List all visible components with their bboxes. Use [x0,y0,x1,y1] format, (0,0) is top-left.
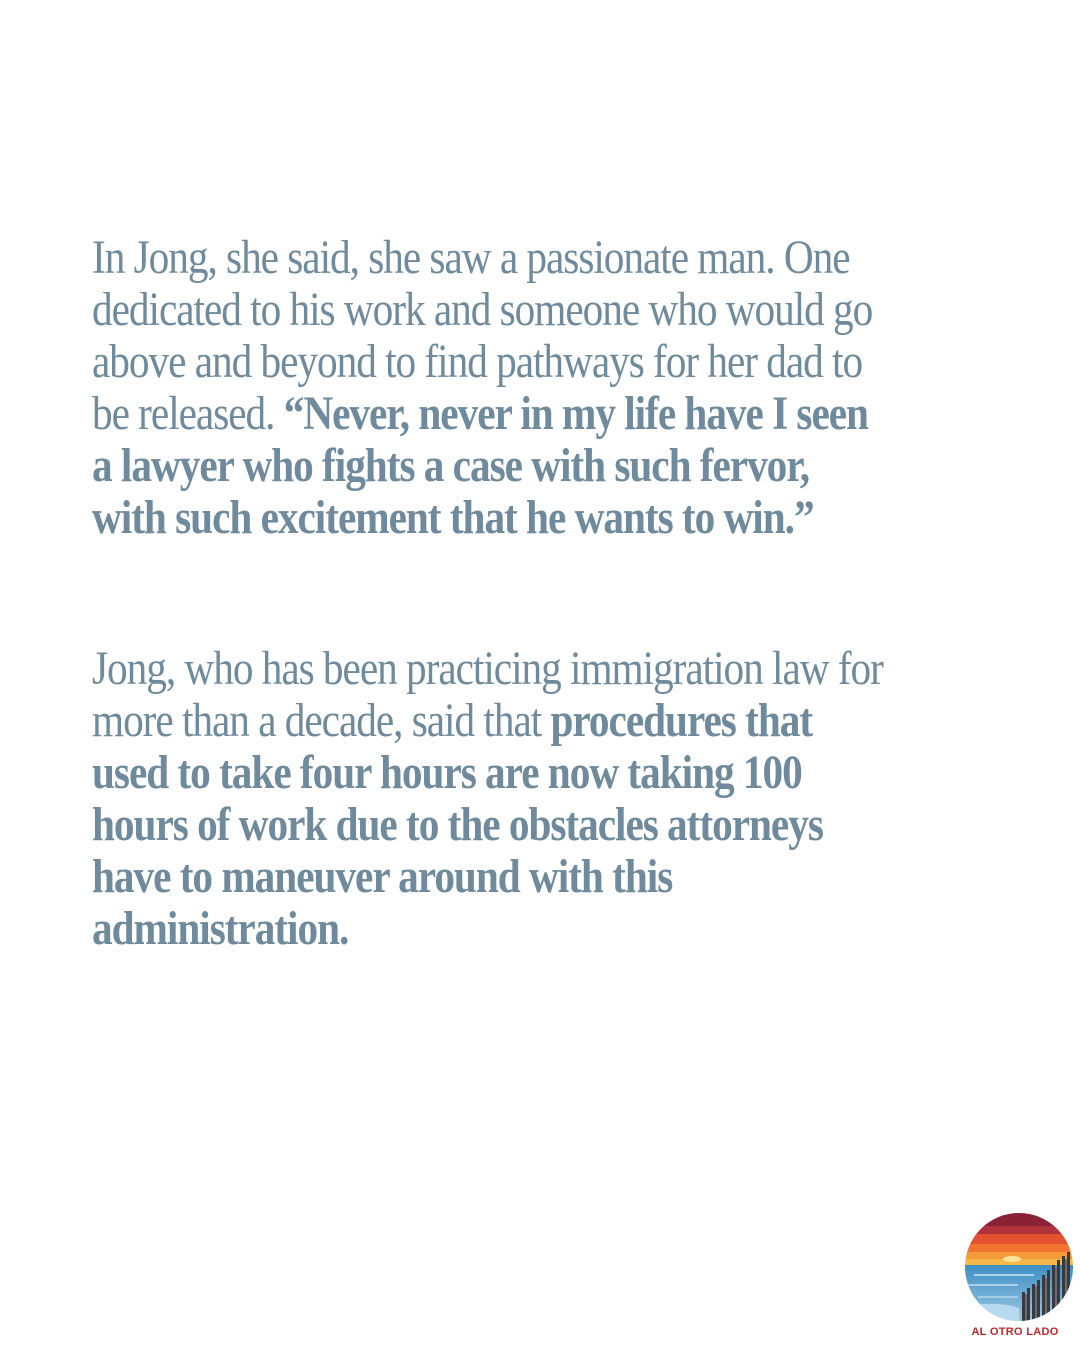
paragraph-1 [92,232,883,544]
brand-name: AL OTRO LADO [971,1326,1059,1338]
paragraph-1-regular-text: In Jong, she said, she saw a passionate man. One dedicated to his work and someone who would go above and beyond to find pathways for her dad to be released. [92,231,873,440]
paragraph-2-highlight: procedures that used to take four hours are now taking 100 hours of work due to the obstacles attorneys have to maneuver around with this administration. [92,694,823,955]
sunset-sea-border-wall-logo-icon [964,1212,1074,1322]
paragraph-2-regular-text: Jong, who has been practicing immigration law for more than a decade, said that [92,642,883,747]
paragraph-1-quote: “Never, never in my life have I seen a lawyer who fights a case with such fervor, with such excitement that he wants to win.” [92,387,868,544]
paragraph-2 [92,643,883,955]
